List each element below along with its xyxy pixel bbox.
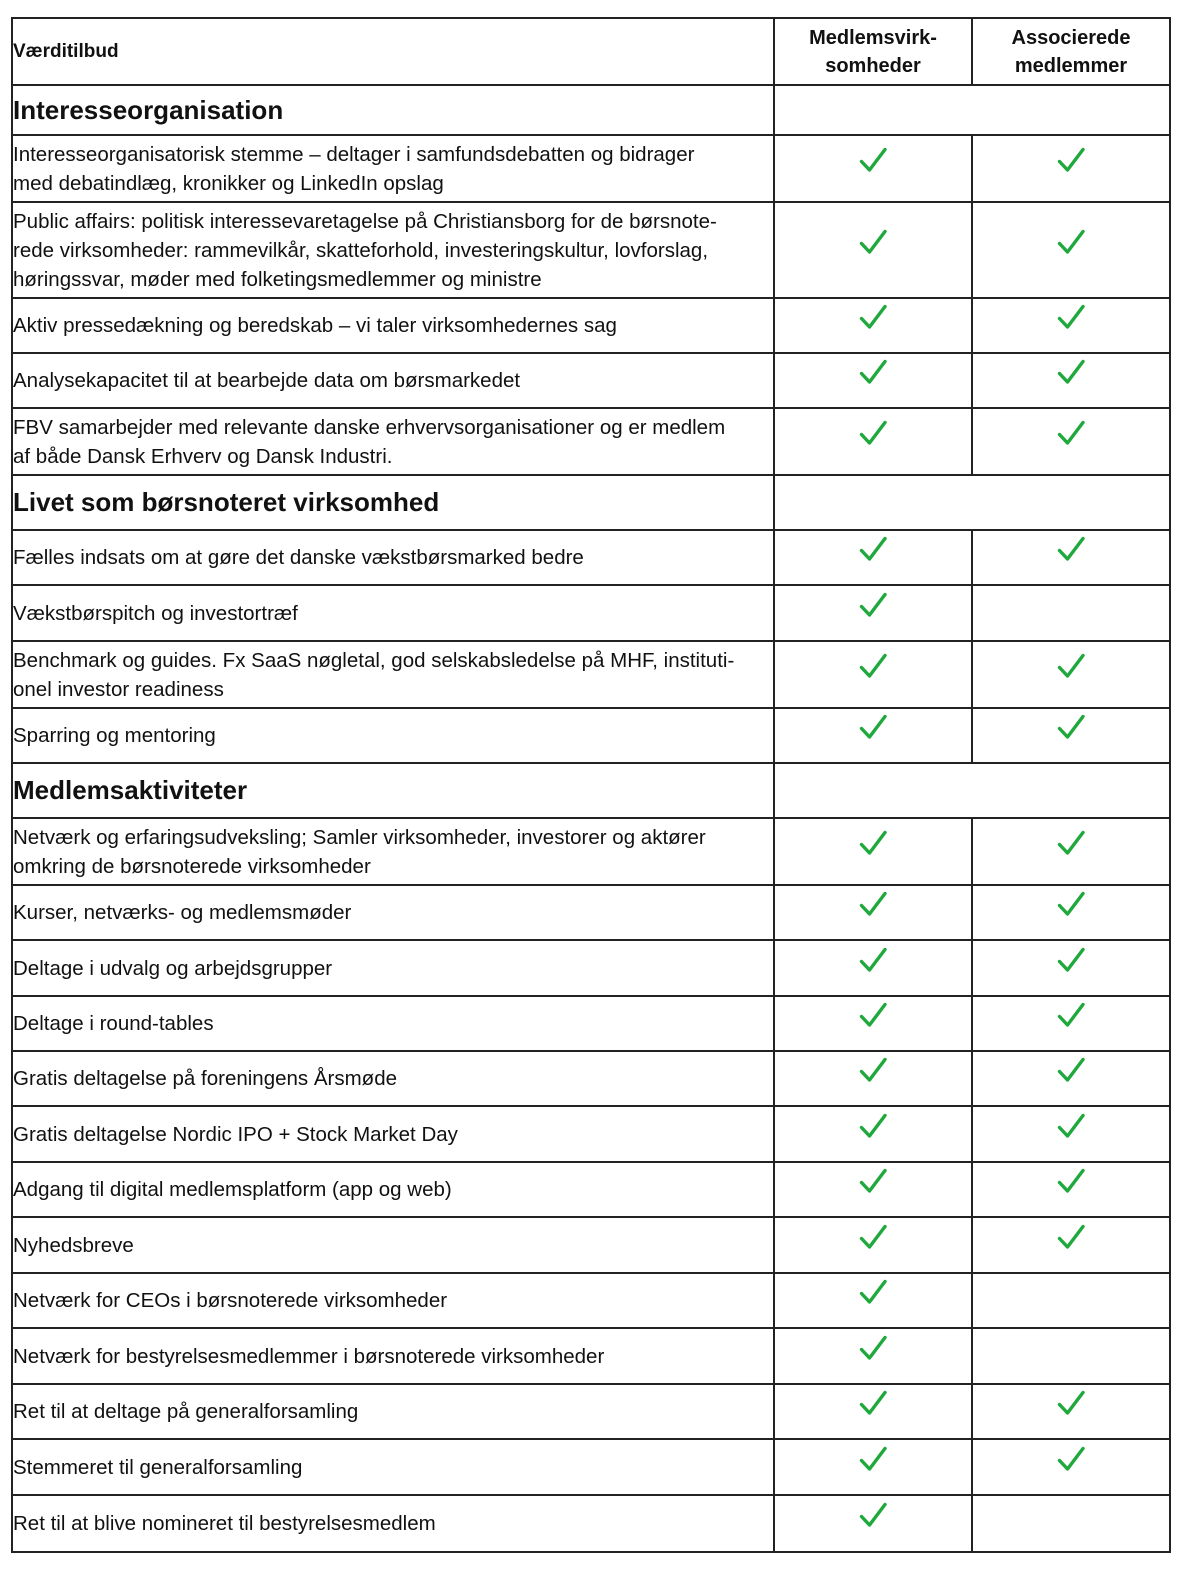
section-row xyxy=(12,763,1170,818)
benefit-description-line: Nyhedsbreve xyxy=(13,1233,134,1257)
benefit-description-line: Gratis deltagelse på foreningens Årsmøde xyxy=(13,1067,398,1090)
table-row xyxy=(12,1384,1170,1439)
benefit-description-line: Benchmark og guides. Fx SaaS nøgletal, god selskabsledelse på MHF, instituti- xyxy=(13,648,735,672)
table-row xyxy=(12,408,1170,475)
members-cell xyxy=(774,202,972,298)
check-icon xyxy=(1056,651,1086,681)
benefit-description-line: Vækstbørspitch og investortræf xyxy=(13,601,298,625)
associates-cell xyxy=(972,1162,1170,1217)
members-cell xyxy=(774,818,972,885)
benefit-description-line: Stemmeret til generalforsamling xyxy=(13,1455,303,1479)
check-icon xyxy=(858,1500,888,1530)
benefit-description xyxy=(12,818,774,885)
table-row xyxy=(12,1106,1170,1162)
associates-cell xyxy=(972,1384,1170,1439)
benefit-description xyxy=(12,1495,774,1552)
check-icon xyxy=(858,302,888,332)
members-cell xyxy=(774,708,972,763)
benefit-description xyxy=(12,408,774,475)
column-header-value-offer: Værditilbud xyxy=(12,18,774,85)
check-icon xyxy=(858,418,888,448)
benefits-table xyxy=(11,17,1171,1553)
associates-cell xyxy=(972,202,1170,298)
benefit-description-line: Fælles indsats om at gøre det danske vækstbørsmarked bedre xyxy=(13,546,584,569)
column-header-associates-line: Associerede xyxy=(1011,26,1131,49)
associates-cell xyxy=(972,940,1170,996)
column-header-associates xyxy=(972,18,1170,85)
column-header-members-line: Medlemsvirk- xyxy=(809,26,937,49)
benefit-description-line: omkring de børsnoterede virksomheder xyxy=(13,854,371,878)
benefit-description xyxy=(12,135,774,202)
table-row xyxy=(12,1273,1170,1328)
benefit-description-line: Deltage i round-tables xyxy=(13,1012,214,1035)
members-cell xyxy=(774,353,972,408)
benefit-description-line: Netværk for CEOs i børsnoterede virksomheder xyxy=(13,1289,448,1312)
check-icon xyxy=(858,1388,888,1418)
check-icon xyxy=(858,1055,888,1085)
members-cell xyxy=(774,135,972,202)
benefit-description xyxy=(12,1273,774,1328)
header-row xyxy=(12,18,1170,85)
table-row xyxy=(12,202,1170,298)
benefit-description-line: høringssvar, møder med folketingsmedlemmer og ministre xyxy=(13,267,542,291)
benefit-description xyxy=(12,1162,774,1217)
members-cell xyxy=(774,1439,972,1495)
section-empty-cell xyxy=(774,763,1170,818)
benefit-description xyxy=(12,1051,774,1106)
benefit-description xyxy=(12,202,774,298)
associates-cell xyxy=(972,1106,1170,1162)
check-icon xyxy=(1056,357,1086,387)
associates-cell xyxy=(972,1439,1170,1495)
check-icon xyxy=(1056,1222,1086,1252)
benefit-description-line: Deltage i udvalg og arbejdsgrupper xyxy=(13,956,333,980)
table-row xyxy=(12,940,1170,996)
section-title: Medlemsaktiviteter xyxy=(12,763,774,818)
column-header-associates-line: medlemmer xyxy=(1014,54,1128,77)
check-icon xyxy=(1056,302,1086,332)
check-icon xyxy=(858,534,888,564)
associates-cell xyxy=(972,641,1170,708)
table-row xyxy=(12,996,1170,1051)
check-icon xyxy=(1056,828,1086,858)
table-row xyxy=(12,135,1170,202)
table-row xyxy=(12,641,1170,708)
check-icon xyxy=(1056,145,1086,175)
members-cell xyxy=(774,996,972,1051)
table-row xyxy=(12,1217,1170,1273)
benefit-description xyxy=(12,1328,774,1384)
column-header-members-line: somheder xyxy=(825,54,921,77)
check-icon xyxy=(858,828,888,858)
check-icon xyxy=(1056,889,1086,919)
table-row xyxy=(12,1328,1170,1384)
check-icon xyxy=(1056,227,1086,257)
section-title: Livet som børsnoteret virksomhed xyxy=(12,475,774,530)
check-icon xyxy=(858,889,888,919)
associates-cell xyxy=(972,135,1170,202)
members-cell xyxy=(774,1217,972,1273)
members-cell xyxy=(774,585,972,641)
benefits-table-body xyxy=(12,18,1170,1552)
associates-cell xyxy=(972,298,1170,353)
members-cell xyxy=(774,1051,972,1106)
check-icon xyxy=(1056,418,1086,448)
section-row xyxy=(12,85,1170,135)
check-icon xyxy=(1056,712,1086,742)
benefit-description xyxy=(12,708,774,763)
members-cell xyxy=(774,1495,972,1552)
check-icon xyxy=(1056,945,1086,975)
associates-cell xyxy=(972,996,1170,1051)
members-cell xyxy=(774,298,972,353)
associates-cell xyxy=(972,530,1170,585)
check-icon xyxy=(858,357,888,387)
associates-cell xyxy=(972,1495,1170,1552)
members-cell xyxy=(774,1273,972,1328)
benefit-description xyxy=(12,1106,774,1162)
benefit-description xyxy=(12,885,774,940)
check-icon xyxy=(858,1333,888,1363)
check-icon xyxy=(858,1444,888,1474)
check-icon xyxy=(858,1000,888,1030)
benefit-description-line: Sparring og mentoring xyxy=(13,724,216,747)
check-icon xyxy=(1056,1444,1086,1474)
members-cell xyxy=(774,530,972,585)
members-cell xyxy=(774,885,972,940)
benefit-description xyxy=(12,585,774,641)
members-cell xyxy=(774,940,972,996)
check-icon xyxy=(858,1166,888,1196)
benefit-description xyxy=(12,641,774,708)
benefit-description xyxy=(12,1439,774,1495)
section-empty-cell xyxy=(774,475,1170,530)
check-icon xyxy=(858,590,888,620)
associates-cell xyxy=(972,818,1170,885)
check-icon xyxy=(1056,534,1086,564)
benefit-description-line: Ret til at blive nomineret til bestyrelsesmedlem xyxy=(13,1512,436,1535)
associates-cell xyxy=(972,585,1170,641)
benefit-description-line: Ret til at deltage på generalforsamling xyxy=(13,1400,359,1423)
associates-cell xyxy=(972,1051,1170,1106)
associates-cell xyxy=(972,408,1170,475)
benefit-description-line: Netværk for bestyrelsesmedlemmer i børsnoterede virksomheder xyxy=(13,1344,605,1368)
associates-cell xyxy=(972,885,1170,940)
check-icon xyxy=(858,227,888,257)
associates-cell xyxy=(972,708,1170,763)
benefit-description xyxy=(12,353,774,408)
section-row xyxy=(12,475,1170,530)
section-empty-cell xyxy=(774,85,1170,135)
benefit-description-line: Netværk og erfaringsudveksling; Samler virksomheder, investorer og aktører xyxy=(13,825,706,849)
benefit-description-line: Public affairs: politisk interessevaretagelse på Christiansborg for de børsnote- xyxy=(13,209,717,233)
check-icon xyxy=(858,945,888,975)
table-row xyxy=(12,818,1170,885)
check-icon xyxy=(858,712,888,742)
associates-cell xyxy=(972,1217,1170,1273)
associates-cell xyxy=(972,1328,1170,1384)
benefit-description-line: af både Dansk Erhverv og Dansk Industri. xyxy=(13,444,393,468)
table-row xyxy=(12,1495,1170,1552)
check-icon xyxy=(1056,1000,1086,1030)
table-row xyxy=(12,1439,1170,1495)
table-row xyxy=(12,708,1170,763)
check-icon xyxy=(858,1277,888,1307)
members-cell xyxy=(774,641,972,708)
benefit-description-line: med debatindlæg, kronikker og LinkedIn opslag xyxy=(13,171,444,195)
benefit-description xyxy=(12,996,774,1051)
benefit-description-line: Interesseorganisatorisk stemme – deltager i samfundsdebatten og bidrager xyxy=(13,142,695,166)
benefit-description xyxy=(12,530,774,585)
benefit-description-line: Kurser, netværks- og medlemsmøder xyxy=(13,901,352,924)
benefit-description-line: Aktiv pressedækning og beredskab – vi taler virksomhedernes sag xyxy=(13,314,617,337)
members-cell xyxy=(774,1162,972,1217)
table-row xyxy=(12,585,1170,641)
check-icon xyxy=(1056,1111,1086,1141)
benefit-description-line: Gratis deltagelse Nordic IPO + Stock Market Day xyxy=(13,1122,458,1146)
check-icon xyxy=(858,145,888,175)
associates-cell xyxy=(972,1273,1170,1328)
benefit-description xyxy=(12,298,774,353)
benefit-description xyxy=(12,1384,774,1439)
table-row xyxy=(12,1051,1170,1106)
table-row xyxy=(12,353,1170,408)
benefit-description xyxy=(12,1217,774,1273)
section-title: Interesseorganisation xyxy=(12,85,774,135)
check-icon xyxy=(858,1111,888,1141)
check-icon xyxy=(1056,1388,1086,1418)
check-icon xyxy=(858,651,888,681)
benefit-description-line: rede virksomheder: rammevilkår, skatteforhold, investeringskultur, lovforslag, xyxy=(13,238,709,262)
members-cell xyxy=(774,1384,972,1439)
table-row xyxy=(12,298,1170,353)
table-row xyxy=(12,530,1170,585)
benefit-description-line: Adgang til digital medlemsplatform (app og web) xyxy=(13,1178,452,1201)
table-row xyxy=(12,1162,1170,1217)
check-icon xyxy=(1056,1166,1086,1196)
members-cell xyxy=(774,1328,972,1384)
benefit-description-line: Analysekapacitet til at bearbejde data om børsmarkedet xyxy=(13,369,521,392)
associates-cell xyxy=(972,353,1170,408)
benefit-description xyxy=(12,940,774,996)
check-icon xyxy=(1056,1055,1086,1085)
benefit-description-line: FBV samarbejder med relevante danske erhvervsorganisationer og er medlem xyxy=(13,415,726,439)
members-cell xyxy=(774,1106,972,1162)
column-header-members xyxy=(774,18,972,85)
members-cell xyxy=(774,408,972,475)
benefit-description-line: onel investor readiness xyxy=(13,677,224,701)
table-row xyxy=(12,885,1170,940)
check-icon xyxy=(858,1222,888,1252)
